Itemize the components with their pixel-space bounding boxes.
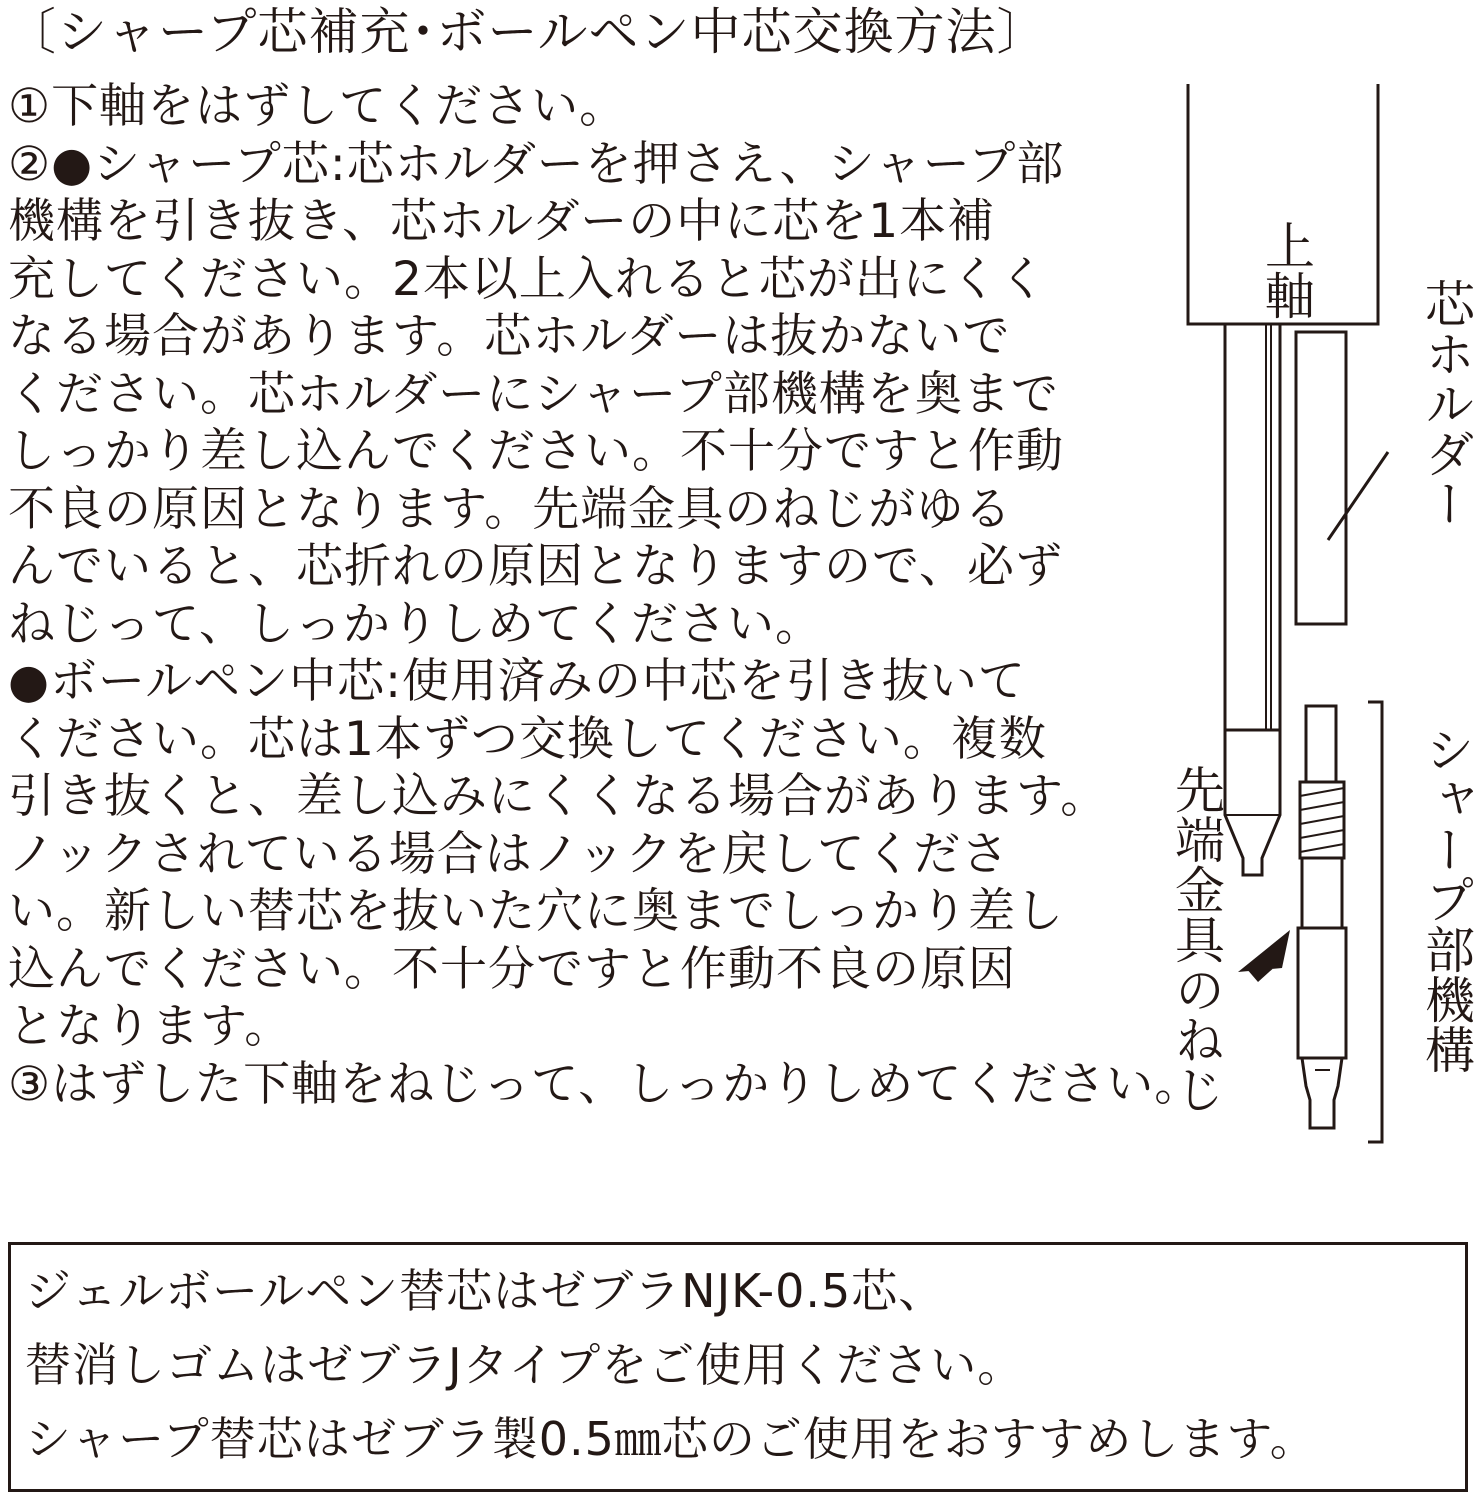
arrow-icon [1238,930,1290,982]
instruction-line: 引き抜くと、差し込みにくくなる場合があります。 [8,769,1109,824]
instruction-line: なる場合があります。芯ホルダーは抜かないで [8,309,1011,364]
instruction-line: 充してください。2本以上入れると芯が出にくく [8,251,1047,307]
instruction-line: ●ボールペン中芯:使用済みの中芯を引き抜いて [8,654,1026,709]
pencil-mechanism [1298,706,1346,1128]
note-line: ジェルボールペン替芯はゼブラNJK-0.5芯、 [25,1264,946,1318]
mechanism-label: シャープ部機構 [1417,724,1475,1074]
lead-holder [1296,332,1346,624]
instruction-line: ください。芯ホルダーにシャープ部機構を奥まで [8,366,1059,422]
instruction-text [8,78,1203,1113]
ballpoint-tip [1225,730,1280,875]
instruction-line: ねじって、しっかりしめてください。 [8,596,824,652]
instruction-line: となります。 [8,999,293,1054]
instruction-line: ノックされている場合はノックを戻してくださ [8,826,1010,882]
tip-screw-label: 先端金具のねじ [1167,764,1225,1114]
instruction-line: ください。芯は1本ずつ交換してください。複数 [8,711,1047,767]
instruction-line: 機構を引き抜き、芯ホルダーの中に芯を1本補 [8,194,996,249]
instruction-line: ①下軸をはずしてください。 [8,79,628,134]
instruction-line: しっかり差し込んでください。不十分ですと作動 [8,424,1064,479]
refill-note-box [8,1242,1468,1492]
lead-holder-leader-line [1328,452,1388,540]
instruction-line: 不良の原因となります。先端金具のねじがゆる [8,481,1013,537]
upper-barrel-label: 上軸 [1257,220,1315,320]
note-line: シャープ替芯はゼブラ製0.5㎜芯のご使用をおすすめします。 [25,1412,1317,1466]
lead-holder-label: 芯ホルダー [1417,278,1475,528]
mechanism-bracket [1368,702,1382,1142]
page-title: 〔シャープ芯補充･ボールペン中芯交換方法〕 [6,3,1048,61]
instruction-line: んでいると、芯折れの原因となりますので、必ず [8,539,1064,594]
instruction-line: ②●シャープ芯:芯ホルダーを押さえ、シャープ部 [8,136,1065,192]
instruction-line: い。新しい替芯を抜いた穴に奥までしっかり差し [8,884,1064,939]
instruction-line: 込んでください。不十分ですと作動不良の原因 [8,941,1016,997]
pen-diagram [1150,70,1478,1170]
note-line: 替消しゴムはゼブラJタイプをご使用ください。 [25,1338,1025,1392]
instruction-line: ③はずした下軸をねじって、しっかりしめてください。 [8,1056,1203,1112]
